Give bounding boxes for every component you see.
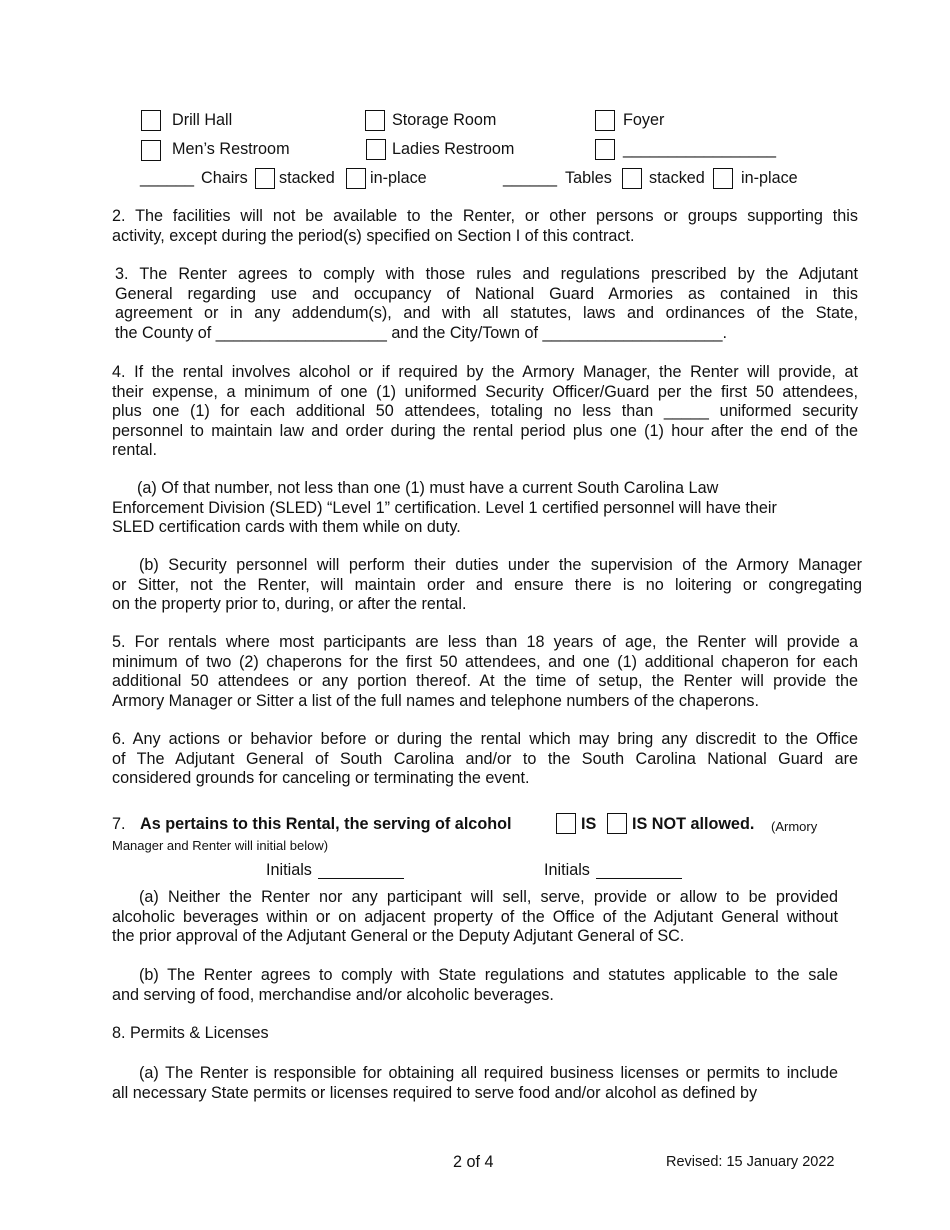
section-7a-line: alcoholic beverages within or on adjacent property of the Office of the Adjutant General without — [112, 907, 838, 926]
foyer-checkbox[interactable] — [595, 110, 615, 131]
mens-restroom-checkbox[interactable] — [141, 140, 161, 161]
section-7-number: 7. — [112, 815, 126, 833]
section-5-line: 5. For rentals where most participants are less than 18 years of age, the Renter will provide a — [112, 633, 858, 651]
foyer-label: Foyer — [623, 111, 665, 129]
section-4-line: plus one (1) for each additional 50 attendees, totaling no less than _____ uniformed security — [112, 402, 858, 420]
section-3-line: the County of ___________________ and the City/Town of ____________________. — [115, 323, 728, 342]
section-4-line: 4. If the rental involves alcohol or if required by the Armory Manager, the Renter will provide, at — [112, 363, 858, 381]
section-2-line: activity, except during the period(s) specified on Section I of this contract. — [112, 226, 635, 245]
storage-room-checkbox[interactable] — [365, 110, 385, 131]
section-3-line: General regarding use and occupancy of National Guard Armories as contained in this — [115, 284, 858, 303]
section-3-line: 3. The Renter agrees to comply with those rules and regulations prescribed by the Adjutant — [115, 265, 858, 283]
section-3-line: agreement or in any addendum(s), and with all statutes, laws and ordinances of the State, — [115, 304, 858, 322]
alcohol-is-checkbox[interactable] — [556, 813, 576, 834]
section-5-line: minimum of two (2) chaperons for the first 50 attendees, and one (1) additional chaperon for each — [112, 652, 858, 671]
section-7a-line: the prior approval of the Adjutant General or the Deputy Adjutant General of SC. — [112, 927, 685, 945]
ladies-restroom-checkbox[interactable] — [366, 139, 386, 160]
section-3 — [115, 265, 858, 343]
chairs-stacked-checkbox[interactable] — [255, 168, 275, 189]
section-8a — [112, 1064, 838, 1103]
initials-line-2[interactable] — [596, 862, 682, 879]
section-4a — [112, 479, 858, 538]
section-2-line: 2. The facilities will not be available to the Renter, or other persons or groups supporting this — [112, 207, 858, 225]
section-4b-line: on the property prior to, during, or after the rental. — [112, 595, 467, 613]
tables-in-place-checkbox[interactable] — [713, 168, 733, 189]
chairs-stacked-label: stacked — [279, 169, 335, 187]
mens-restroom-label: Men’s Restroom — [172, 140, 290, 158]
section-7-note: (Armory — [771, 819, 818, 834]
tables-label: Tables — [565, 169, 612, 187]
section-4-line: personnel to maintain law and order during the rental period plus one (1) hour after the end of the — [112, 421, 858, 440]
section-7a — [112, 888, 838, 947]
section-5-line: additional 50 attendees or any portion thereof. At the time of setup, the Renter will provide the — [112, 672, 858, 690]
section-4b — [112, 556, 862, 615]
drill-hall-label: Drill Hall — [172, 111, 233, 129]
section-8a-line: all necessary State permits or licenses required to serve food and/or alcohol as defined by — [112, 1083, 758, 1102]
section-5 — [112, 633, 858, 711]
other-room-blank[interactable]: _________________ — [623, 140, 777, 158]
alcohol-is-not-checkbox[interactable] — [607, 813, 627, 834]
section-7-note: Manager and Renter will initial below) — [112, 838, 329, 853]
section-6 — [112, 730, 858, 789]
section-5-line: Armory Manager or Sitter a list of the full names and telephone numbers of the chaperons. — [112, 691, 759, 710]
ladies-restroom-label: Ladies Restroom — [392, 140, 515, 158]
section-4 — [112, 363, 858, 461]
section-4-line: rental. — [112, 441, 157, 459]
drill-hall-checkbox[interactable] — [141, 110, 161, 131]
initials-line-1[interactable] — [318, 862, 404, 879]
section-8a-line: (a) The Renter is responsible for obtaining all required business licenses or permits to include — [139, 1064, 838, 1082]
initials-label-2: Initials — [544, 861, 590, 879]
chairs-in-place-label: in-place — [370, 169, 427, 187]
section-4-line: their expense, a minimum of one (1) uniformed Security Officer/Guard per the first 50 attendees, — [112, 382, 858, 401]
section-2 — [112, 207, 858, 246]
other-room-checkbox[interactable] — [595, 139, 615, 160]
tables-count-blank[interactable]: ______ — [503, 169, 558, 187]
section-7-text: As pertains to this Rental, the serving of alcohol — [140, 815, 512, 833]
section-7b — [112, 966, 838, 1005]
tables-stacked-label: stacked — [649, 169, 705, 187]
initials-label-1: Initials — [266, 861, 312, 879]
section-4a-line: SLED certification cards with them while on duty. — [112, 518, 461, 536]
section-4a-line: (a) Of that number, not less than one (1) must have a current South Carolina Law — [137, 479, 719, 497]
tables-stacked-checkbox[interactable] — [622, 168, 642, 189]
section-6-line: considered grounds for canceling or terminating the event. — [112, 769, 530, 787]
alcohol-is-label: IS — [581, 815, 597, 833]
section-7a-line: (a) Neither the Renter nor any participant will sell, serve, provide or allow to be provided — [139, 888, 838, 906]
section-7b-line: and serving of food, merchandise and/or alcoholic beverages. — [112, 985, 554, 1004]
section-4b-line: (b) Security personnel will perform their duties under the supervision of the Armory Manager — [139, 556, 862, 574]
section-6-line: 6. Any actions or behavior before or during the rental which may bring any discredit to the Office — [112, 730, 858, 748]
section-4b-line: or Sitter, not the Renter, will maintain order and ensure there is no loitering or congregating — [112, 575, 862, 594]
tables-in-place-label: in-place — [741, 169, 798, 187]
chairs-label: Chairs — [201, 169, 248, 187]
revised-date: Revised: 15 January 2022 — [666, 1154, 835, 1170]
storage-room-label: Storage Room — [392, 111, 497, 129]
section-4a-line: Enforcement Division (SLED) “Level 1” certification. Level 1 certified personnel will have their — [112, 498, 777, 517]
page-number: 2 of 4 — [453, 1153, 494, 1171]
section-8-heading: 8. Permits & Licenses — [112, 1024, 269, 1042]
section-7b-line: (b) The Renter agrees to comply with State regulations and statutes applicable to the sale — [139, 966, 838, 984]
chairs-count-blank[interactable]: ______ — [140, 169, 195, 187]
section-6-line: of The Adjutant General of South Carolina and/or to the South Carolina National Guard are — [112, 749, 858, 768]
chairs-in-place-checkbox[interactable] — [346, 168, 366, 189]
alcohol-is-not-label: IS NOT allowed. — [632, 815, 755, 833]
